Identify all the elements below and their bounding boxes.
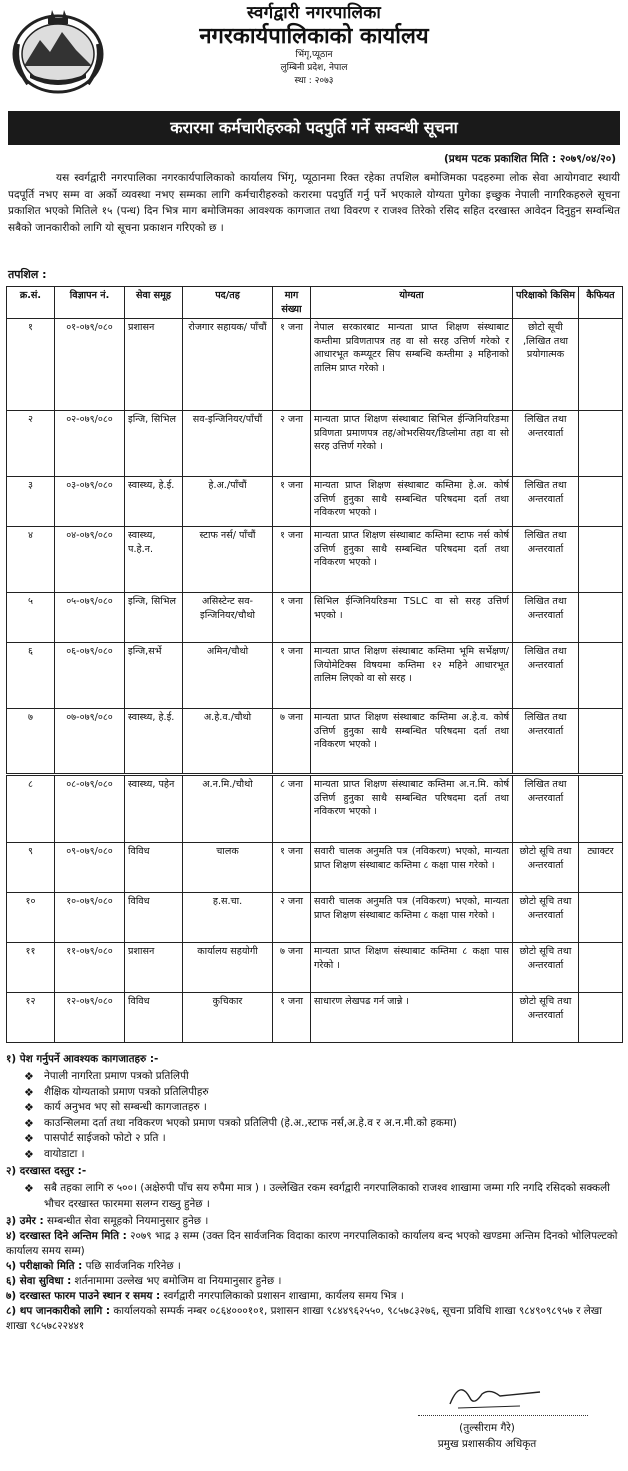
bullet-icon: ❖ [24, 1101, 34, 1114]
service-group-cell: विविध [125, 993, 183, 1043]
letterhead [0, 0, 628, 105]
post-level-cell: चालक [183, 843, 273, 893]
count-cell: २ जना [273, 411, 311, 477]
count-cell: १ जना [273, 993, 311, 1043]
qualification-cell: मान्यता प्राप्त शिक्षण संस्थाबाट कम्तिमा भूमि सर्भेक्षण/ जियोमेटिक्स विषयमा कम्तिमा १२ महिने आधारभूत तालिम लिएको वा सो सरह । [311, 643, 513, 709]
sn-cell: १ [7, 319, 55, 411]
col-header-exam: परिक्षाको किसिम [513, 287, 579, 319]
remark-cell [579, 477, 623, 527]
address-line-2: लुम्बिनी प्रदेश, नेपाल [280, 63, 348, 73]
adv-no-cell: १०-०७९/०८० [55, 893, 125, 943]
col-header-adv: विज्ञापन नं. [55, 287, 125, 319]
bullet-icon: ❖ [24, 1132, 34, 1145]
note-6-text: शर्तनामामा उल्लेख भए बमोजिम वा नियमानुसार हुनेछ । [74, 1275, 282, 1287]
exam-type-cell: लिखित तथा अन्तरवार्ता [513, 643, 579, 709]
qualification-cell: मान्यता प्राप्त शिक्षण संस्थाबाट कम्तिमा अ.न.मि. कोर्ष उत्तिर्ण हुनुका साथै सम्बन्धित परिषदमा दर्ता तथा नविकरण भएको । [311, 775, 513, 843]
service-group-cell: इन्जि, सिभिल [125, 411, 183, 477]
list-item-text: कार्य अनुभव भए सो सम्बन्धी कागजातहरु । [44, 1101, 207, 1113]
signature-mark [430, 1374, 570, 1414]
post-level-cell: सव-इन्जिनियर/पाँचौं [183, 411, 273, 477]
qualification-cell: मान्यता प्राप्त शिक्षण संस्थाबाट कम्तिमा हे.अ. कोर्ष उत्तिर्ण हुनुका साथै सम्बन्धित परिषदमा दर्ता तथा नविकरण भएको । [311, 477, 513, 527]
post-level-cell: ह.स.चा. [183, 893, 273, 943]
adv-no-cell: ०८-०७९/०८० [55, 775, 125, 843]
remark-cell [579, 893, 623, 943]
bullet-icon: ❖ [24, 1116, 34, 1130]
remark-cell [579, 593, 623, 643]
exam-type-cell: लिखित तथा अन्तरवार्ता [513, 709, 579, 775]
adv-no-cell: ०६-०७९/०८० [55, 643, 125, 709]
signatory-designation: प्रमुख प्रशासकीय अधिकृत [437, 1438, 537, 1450]
note-5-heading: ५) परीक्षाको मिति : [6, 1260, 83, 1272]
count-cell: ७ जना [273, 709, 311, 775]
fee-list [24, 1181, 620, 1212]
fee-item [24, 1181, 620, 1212]
remark-cell [579, 527, 623, 593]
vacancy-table [6, 286, 623, 1043]
list-item-text: पासपोर्ट साईजको फोटो २ प्रति । [44, 1132, 166, 1144]
list-item-text: वायोडाटा । [44, 1147, 85, 1160]
adv-no-cell: ०५-०७९/०८० [55, 593, 125, 643]
exam-type-cell: छोटो सूचि तथा अन्तरवार्ता [513, 893, 579, 943]
document-item [24, 1069, 620, 1085]
service-group-cell: इन्जि, सिभिल [125, 593, 183, 643]
bullet-icon: ❖ [24, 1147, 34, 1161]
col-header-qualification: योग्यता [311, 287, 513, 319]
document-item [24, 1147, 620, 1163]
col-header-service: सेवा समूह [125, 287, 183, 319]
service-group-cell: स्वास्थ्य, हे.ई. [125, 709, 183, 775]
count-cell: ७ जना [273, 943, 311, 993]
count-cell: १ जना [273, 477, 311, 527]
details-label: तपशिल : [8, 268, 47, 281]
exam-type-cell: छोटो सूची ,लिखित तथा प्रयोगात्मक [513, 319, 579, 411]
post-level-cell: अमिन/चौथो [183, 643, 273, 709]
service-group-cell: विविध [125, 893, 183, 943]
exam-type-cell: लिखित तथा अन्तरवार्ता [513, 593, 579, 643]
bullet-icon: ❖ [24, 1070, 34, 1083]
note-6-heading: ६) सेवा सुविधा : [6, 1275, 72, 1287]
list-item-text: काउन्सिलमा दर्ता तथा नविकरण भएको प्रमाण पत्रको प्रतिलिपी (हे.अ.,स्टाफ नर्स,अ.हे.व र अ.न.मी.को हकमा) [44, 1116, 457, 1129]
list-item-text: सबै तहका लागि रु ५००। (अक्षेरुपी पाँच सय रुपैमा मात्र ) । उल्लेखित रकम स्वर्गद्वारी नगरपालिकाको राजश्व शाखामा जम्मा गरि नगदि रसिदको सक्कली भौचर दरखास्त फारममा सलग्न राख्नु हुनेछ । [44, 1182, 610, 1210]
qualification-cell: नेपाल सरकारबाट मान्यता प्राप्त शिक्षण संस्थाबाट कम्तीमा प्रविणतापत्र तह वा सो सरह उत्तिर्ण गरेको र आधारभूत कम्प्यूटर सिप सम्बन्धि कम्तीमा ३ महिनाको तालिम प्राप्त गरेको । [311, 319, 513, 411]
qualification-cell: मान्यता प्राप्त शिक्षण संस्थाबाट कम्तिमा अ.हे.व. कोर्ष उत्तिर्ण हुनुका साथै सम्बन्धित परिषदमा दर्ता तथा नविकरण भएको । [311, 709, 513, 775]
exam-type-cell: छोटो सूचि तथा अन्तरवार्ता [513, 943, 579, 993]
list-item-text: शैक्षिक योग्यताको प्रमाण पत्रको प्रतिलिपीहरु [44, 1085, 209, 1098]
count-cell: १ जना [273, 593, 311, 643]
exam-type-cell: लिखित तथा अन्तरवार्ता [513, 527, 579, 593]
qualification-cell: मान्यता प्राप्त शिक्षण संस्थाबाट कम्तिमा ८ कक्षा पास गरेको । [311, 943, 513, 993]
sn-cell: ५ [7, 593, 55, 643]
service-group-cell: प्रशासन [125, 319, 183, 411]
sn-cell: ८ [7, 775, 55, 843]
documents-list [24, 1069, 620, 1162]
published-date: (प्रथम पटक प्रकाशित मिति : २०७९/०४/२०) [443, 153, 616, 165]
adv-no-cell: ०४-०७९/०८० [55, 527, 125, 593]
adv-no-cell: १२-०७९/०८० [55, 993, 125, 1043]
table-row [7, 843, 623, 893]
note-3-text: सम्बन्धीत सेवा समूहको नियमानुसार हुनेछ । [47, 1215, 209, 1227]
qualification-cell: सवारी चालक अनुमति पत्र (नविकरण) भएको, मान्यता प्राप्त शिक्षण संस्थाबाट कम्तिमा ८ कक्षा पास गरेको । [311, 893, 513, 943]
post-level-cell: अ.हे.व./चौथो [183, 709, 273, 775]
note-7-text: स्वर्गद्वारी नगरपालिकाको प्रशासन शाखामा, कार्यलय समय भित्र । [163, 1290, 404, 1302]
note-8-heading: ८) थप जानकारीको लागि : [6, 1305, 111, 1317]
note-4-text: २०७९ भाद्र ३ सम्म (उक्त दिन सार्वजनिक विदाका कारण नगरपालिकाको कार्यालय बन्द भएको खण्डमा अन्तिम दिनको भोलिपल्टको कार्यालय समय सम्म) [6, 1230, 618, 1257]
sn-cell: ७ [7, 709, 55, 775]
table-row [7, 319, 623, 411]
count-cell: २ जना [273, 893, 311, 943]
adv-no-cell: ०३-०७९/०८० [55, 477, 125, 527]
org-name: स्वर्गद्वारी नगरपालिका [246, 3, 382, 23]
note-8-text: कार्यालयको सम्पर्क नम्बर ०८६४०००१०१, प्रशासन शाखा ९८४४९६२५५०, ९८५७८३२७६, सूचना प्रविधि शाखा ९८४९०९८९५७ र लेखा शाखा ९८५७८२२४४१ [6, 1305, 602, 1332]
document-item [24, 1116, 620, 1132]
remark-cell [579, 643, 623, 709]
list-item-text: नेपाली नागरिता प्रमाण पत्रको प्रतिलिपी [44, 1070, 189, 1082]
exam-type-cell: लिखित तथा अन्तरवार्ता [513, 477, 579, 527]
post-level-cell: कुचिकार [183, 993, 273, 1043]
table-header-row [7, 287, 623, 319]
table-row [7, 411, 623, 477]
table-row [7, 775, 623, 843]
qualification-cell: मान्यता प्राप्त शिक्षण संस्थाबाट सिभिल ईन्जिनियरिङमा प्रविणता प्रमाणपत्र तह/ओभरसियर/डिप्लोमा तहा वा सो सरह उत्तिर्ण गरेको । [311, 411, 513, 477]
service-group-cell: स्वास्थ्य, पहेन [125, 775, 183, 843]
col-header-count: माग संख्या [273, 287, 311, 319]
count-cell: ८ जना [273, 775, 311, 843]
remark-cell [579, 709, 623, 775]
post-level-cell: असिस्टेन्ट सव-इन्जिनियर/चौथो [183, 593, 273, 643]
adv-no-cell: ११-०७९/०८० [55, 943, 125, 993]
count-cell: १ जना [273, 319, 311, 411]
remark-cell [579, 993, 623, 1043]
qualification-cell: सवारी चालक अनुमति पत्र (नविकरण) भएको, मान्यता प्राप्त शिक्षण संस्थाबाट कम्तिमा ८ कक्षा पास गरेको । [311, 843, 513, 893]
note-5-text: पछि सार्वजनिक गरिनेछ । [85, 1260, 181, 1272]
adv-no-cell: ०७-०७९/०८० [55, 709, 125, 775]
col-header-post: पद/तह [183, 287, 273, 319]
service-group-cell: स्वास्थ्य, हे.ई. [125, 477, 183, 527]
count-cell: १ जना [273, 843, 311, 893]
note-1-heading: १) पेश गर्नुपर्ने आवश्यक कागजातहरु :- [6, 1053, 159, 1065]
service-group-cell: प्रशासन [125, 943, 183, 993]
note-4-heading: ४) दरखास्त दिने अन्तिम मिति : [6, 1230, 127, 1242]
adv-no-cell: ०२-०७९/०८० [55, 411, 125, 477]
adv-no-cell: ०९-०७९/०८० [55, 843, 125, 893]
sn-cell: ३ [7, 477, 55, 527]
table-row [7, 477, 623, 527]
bullet-icon: ❖ [24, 1182, 34, 1195]
post-level-cell: रोजगार सहायक/ पाँचौं [183, 319, 273, 411]
bullet-icon: ❖ [24, 1085, 34, 1099]
table-row [7, 643, 623, 709]
office-name: नगरकार्यपालिकाको कार्यालय [199, 23, 429, 49]
signatory-name: (तुल्सीराम गैरे) [459, 1422, 515, 1434]
note-3-heading: ३) उमेर : [6, 1215, 44, 1227]
count-cell: १ जना [273, 527, 311, 593]
exam-type-cell: लिखित तथा अन्तरवार्ता [513, 775, 579, 843]
sn-cell: ११ [7, 943, 55, 993]
table-row [7, 593, 623, 643]
post-level-cell: अ.न.मि./चौथो [183, 775, 273, 843]
table-row [7, 709, 623, 775]
sn-cell: ९ [7, 843, 55, 893]
document-item [24, 1085, 620, 1101]
remark-cell [579, 319, 623, 411]
remark-cell [579, 411, 623, 477]
sn-cell: ६ [7, 643, 55, 709]
exam-type-cell: छोटो सूचि तथा अन्तरवार्ता [513, 843, 579, 893]
signature-line [418, 1415, 588, 1416]
remark-cell [579, 943, 623, 993]
post-level-cell: हे.अ./पाँचौं [183, 477, 273, 527]
signatory-block [402, 1420, 572, 1452]
table-row [7, 527, 623, 593]
sn-cell: १२ [7, 993, 55, 1043]
col-header-remark: कैफियत [579, 287, 623, 319]
service-group-cell: इन्जि,सर्भे [125, 643, 183, 709]
exam-type-cell: लिखित तथा अन्तरवार्ता [513, 411, 579, 477]
remark-cell [579, 775, 623, 843]
table-row [7, 993, 623, 1043]
table-row [7, 943, 623, 993]
sn-cell: २ [7, 411, 55, 477]
sn-cell: ४ [7, 527, 55, 593]
service-group-cell: विविध [125, 843, 183, 893]
service-group-cell: स्वास्थ्य, प.हे.न. [125, 527, 183, 593]
established-year: स्था : २०७३ [294, 76, 334, 86]
address-line-1: भिंगृ,प्यूठान [295, 50, 333, 60]
sn-cell: १० [7, 893, 55, 943]
intro-paragraph: यस स्वर्गद्वारी नगरपालिका नगरकार्यपालिकाको कार्यालय भिंगृ, प्यूठानमा रिक्त रहेका तपशिल बमोजिमका पदहरुमा लोक सेवा आयोगवाट स्थायी पदपूर्ति नभए सम्म वा अर्को व्यवस्था नभए सम्मका लागि कर्मचारीहरुको करारमा पदपुर्ति गर्नु पर्ने भएकाले योग्यता पुगेका इच्छुक नेपाली नागरिकहरुले सूचना प्रकाशित भएको मितिले १५ (पन्ध) दिन भित्र माग बमोजिमका आवश्यक कागजात तथा विवरण र राजश्व तिरेको रसिद सहित दरखास्त आवेदन दिनुहुन सम्वन्धित सबैको जानकारीको लागि यो सूचना प्रकाशन गरिएको छ । [8, 172, 620, 234]
remark-cell: ट्याक्टर [579, 843, 623, 893]
note-7-heading: ७) दरखास्त फारम पाउने स्थान र समय : [6, 1290, 161, 1302]
qualification-cell: सिभिल ईन्जिनियरिङमा TSLC वा सो सरह उत्तिर्ण भएको । [311, 593, 513, 643]
notes-section [6, 1052, 620, 1334]
document-item [24, 1100, 620, 1116]
count-cell: १ जना [273, 643, 311, 709]
table-row [7, 893, 623, 943]
qualification-cell: साधारण लेखपढ गर्न जान्ने । [311, 993, 513, 1043]
notice-title: करारमा कर्मचारीहरुको पदपुर्ति गर्ने सम्वन्धी सूचना [8, 111, 620, 145]
exam-type-cell: छोटो सूचि तथा अन्तरवार्ता [513, 993, 579, 1043]
post-level-cell: कार्यालय सहयोगी [183, 943, 273, 993]
note-2-heading: २) दरखास्त दस्तुर :- [6, 1165, 87, 1177]
adv-no-cell: ०१-०७९/०८० [55, 319, 125, 411]
qualification-cell: मान्यता प्राप्त शिक्षण संस्थाबाट कम्तिमा स्टाफ नर्स कोर्ष उत्तिर्ण हुनुका साथै सम्बन्धित परिषदमा दर्ता तथा नविकरण भएको । [311, 527, 513, 593]
col-header-sn: क्र.सं. [7, 287, 55, 319]
document-item [24, 1131, 620, 1147]
post-level-cell: स्टाफ नर्स/ पाँचौं [183, 527, 273, 593]
